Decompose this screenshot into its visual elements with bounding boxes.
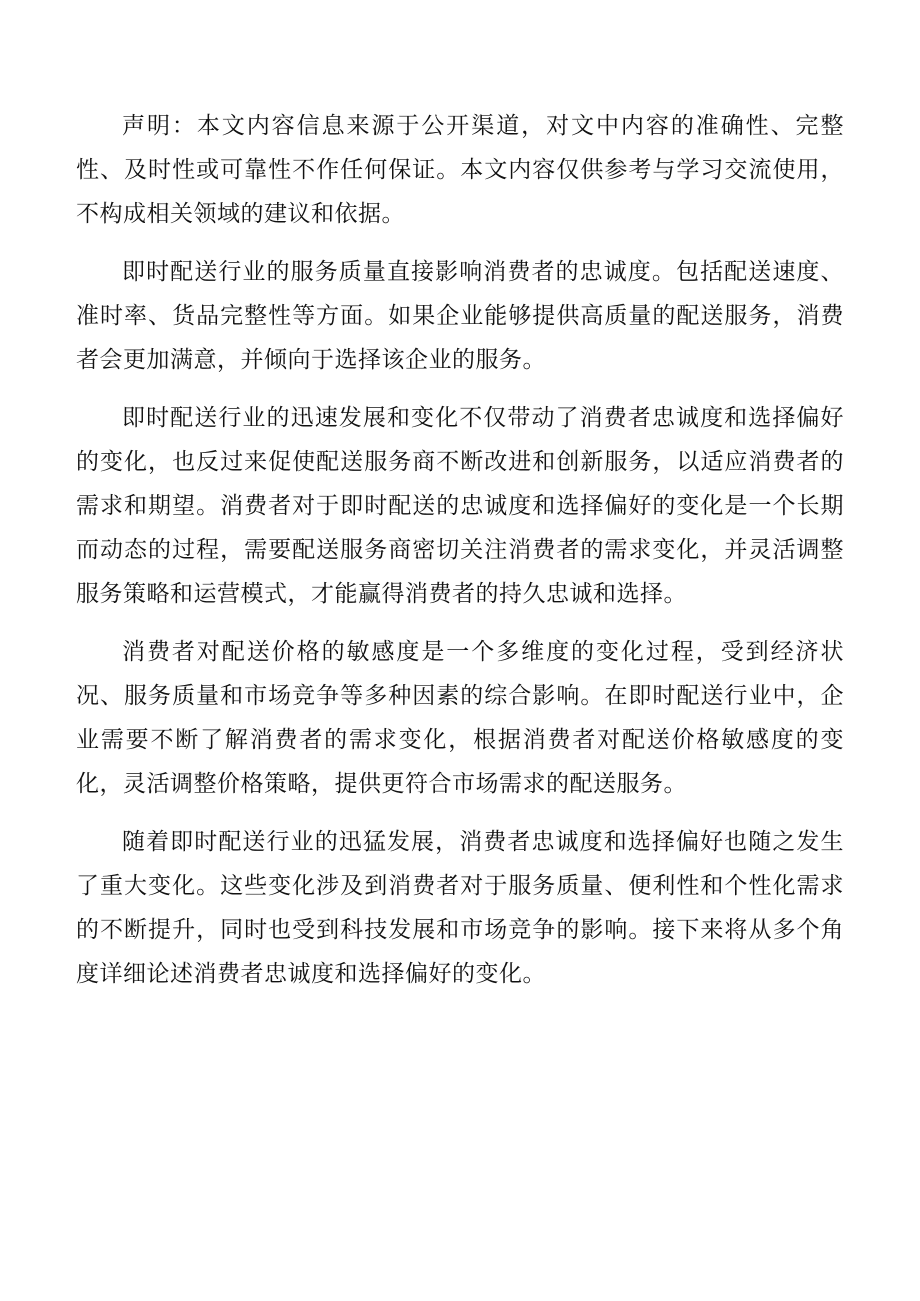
body-paragraph: 随着即时配送行业的迅猛发展，消费者忠诚度和选择偏好也随之发生了重大变化。这些变化涉及到消费者对于服务质量、便利性和个性化需求的不断提升，同时也受到科技发展和市场竞争的影响。接下来将从多个角度详细论述消费者忠诚度和选择偏好的变化。 [76,829,844,987]
document-body [76,104,844,1010]
body-paragraph: 即时配送行业的迅速发展和变化不仅带动了消费者忠诚度和选择偏好的变化，也反过来促使配送服务商不断改进和创新服务，以适应消费者的需求和期望。消费者对于即时配送的忠诚度和选择偏好的变化是一个长期而动态的过程，需要配送服务商密切关注消费者的需求变化，并灵活调整服务策略和运营模式，才能赢得消费者的持久忠诚和选择。 [76,405,844,607]
body-paragraph: 即时配送行业的服务质量直接影响消费者的忠诚度。包括配送速度、准时率、货品完整性等方面。如果企业能够提供高质量的配送服务，消费者会更加满意，并倾向于选择该企业的服务。 [76,259,844,373]
body-paragraph: 消费者对配送价格的敏感度是一个多维度的变化过程，受到经济状况、服务质量和市场竞争等多种因素的综合影响。在即时配送行业中，企业需要不断了解消费者的需求变化，根据消费者对配送价格敏感度的变化，灵活调整价格策略，提供更符合市场需求的配送服务。 [76,639,844,797]
disclaimer-paragraph: 声明：本文内容信息来源于公开渠道，对文中内容的准确性、完整性、及时性或可靠性不作任何保证。本文内容仅供参考与学习交流使用，不构成相关领域的建议和依据。 [76,113,844,227]
